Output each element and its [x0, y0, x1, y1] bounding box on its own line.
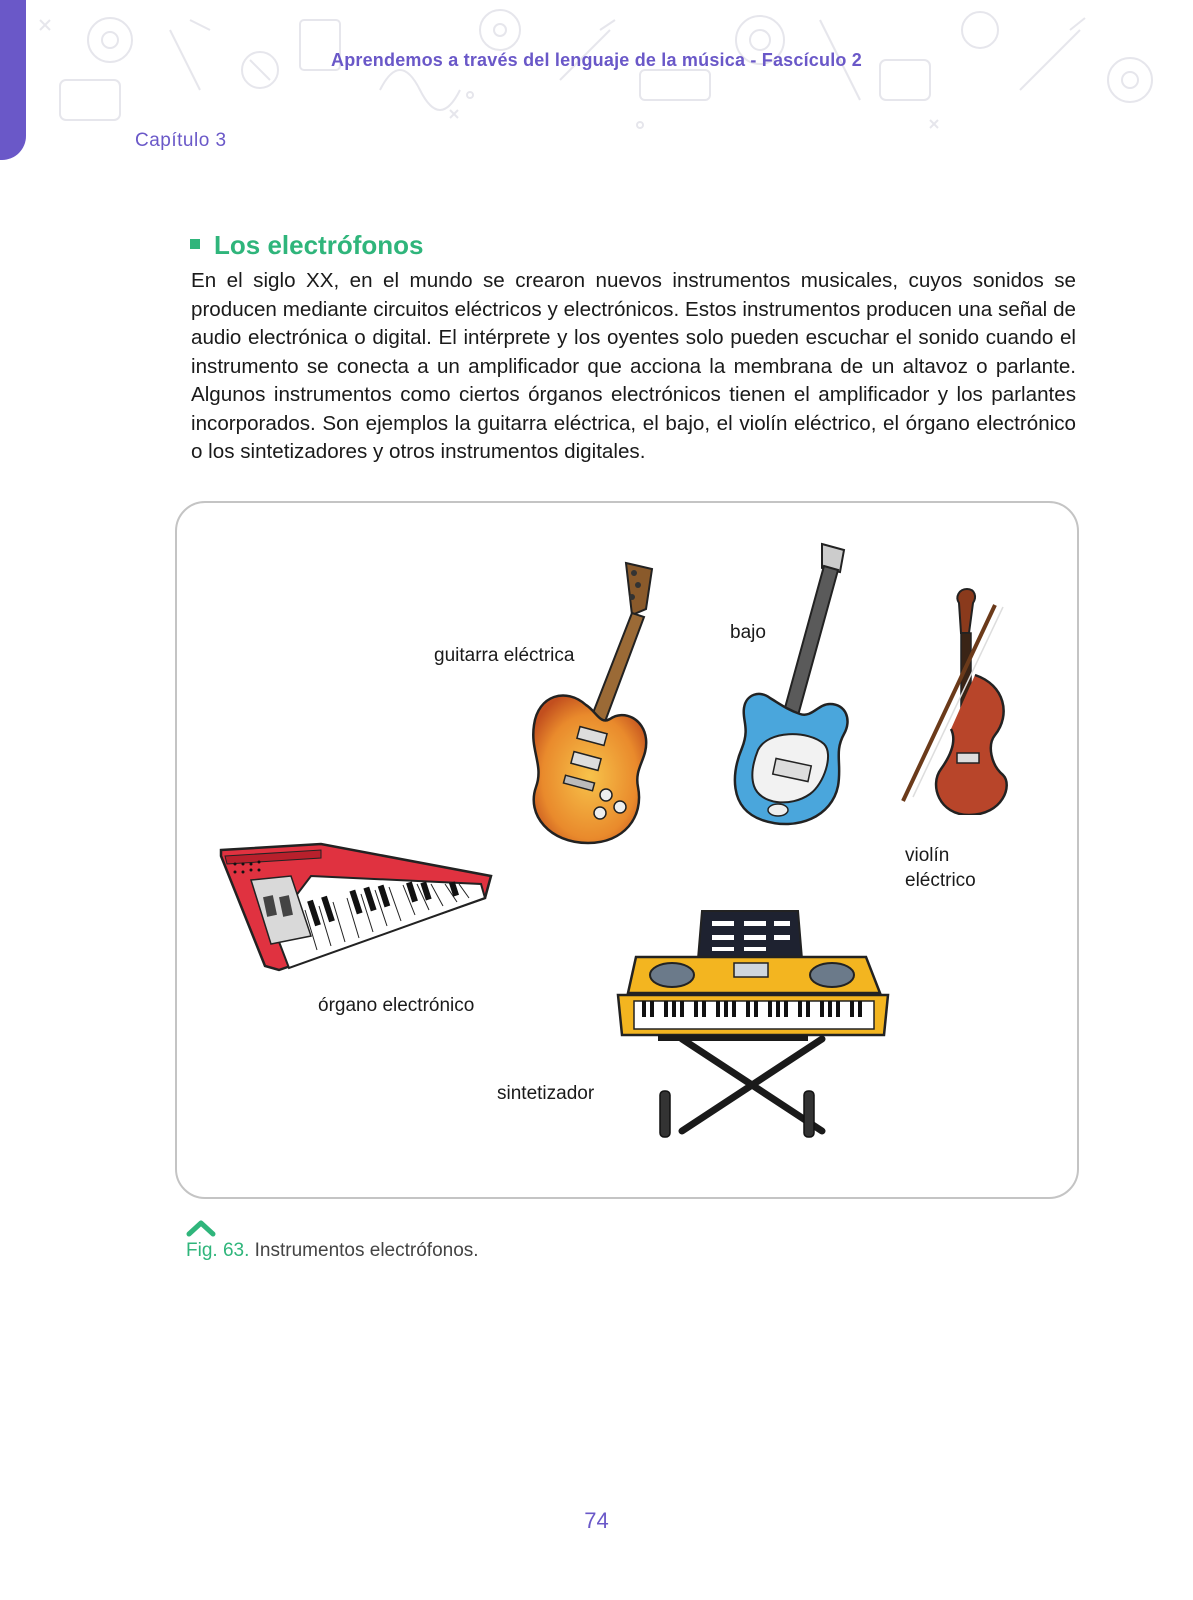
- bass-guitar-illustration: [718, 540, 868, 860]
- page-number: 74: [584, 1508, 609, 1533]
- electric-guitar-illustration: [520, 555, 670, 845]
- electric-violin-illustration: [895, 585, 1025, 815]
- header-pattern: [0, 0, 1193, 150]
- body-paragraph: En el siglo XX, en el mundo se crearon nuevos instrumentos musicales, cuyos sonidos se producen mediante circuitos eléctricos y electrónicos. Estos instrumentos producen una señal de audio electrónica o digital. El intérprete y los oyentes solo pueden escuchar el sonido cuando el instrumento se conecta a un amplificador que acciona la membrana de un altavoz o parlante. Algunos instrumentos como ciertos órganos electrónicos tienen el amplificador y los parlantes incorporados. Son ejemplos la guitarra eléctrica, el bajo, el violín eléctrico, el órgano electrónico o los sintetizadores y otros instrumentos digitales.: [191, 269, 1076, 463]
- chapter-side-tab: [0, 0, 26, 160]
- label-bass: bajo: [730, 622, 766, 643]
- section-heading: [190, 230, 423, 261]
- figure-number: Fig. 63.: [186, 1240, 250, 1261]
- label-electronic-organ: órgano electrónico: [318, 995, 475, 1016]
- electronic-organ-illustration: [215, 840, 500, 975]
- chapter-label: Capítulo 3: [135, 130, 227, 151]
- chevron-up-icon: [186, 1219, 216, 1237]
- square-bullet-icon: [190, 239, 200, 249]
- label-electric-guitar: guitarra eléctrica: [434, 645, 575, 666]
- publication-title: Aprendemos a través del lenguaje de la música - Fascículo 2: [331, 50, 862, 70]
- synthesizer-illustration: [612, 905, 897, 1160]
- label-violin-line2: eléctrico: [905, 870, 976, 891]
- figure-caption: [186, 1240, 479, 1262]
- label-synthesizer: sintetizador: [497, 1083, 595, 1104]
- label-electric-violin: [905, 843, 976, 893]
- section-heading-text: Los electrófonos: [214, 230, 424, 260]
- music-doodle-pattern: [0, 0, 1193, 150]
- label-violin-line1: violín: [905, 845, 950, 866]
- figure-caption-text: Instrumentos electrófonos.: [249, 1240, 479, 1261]
